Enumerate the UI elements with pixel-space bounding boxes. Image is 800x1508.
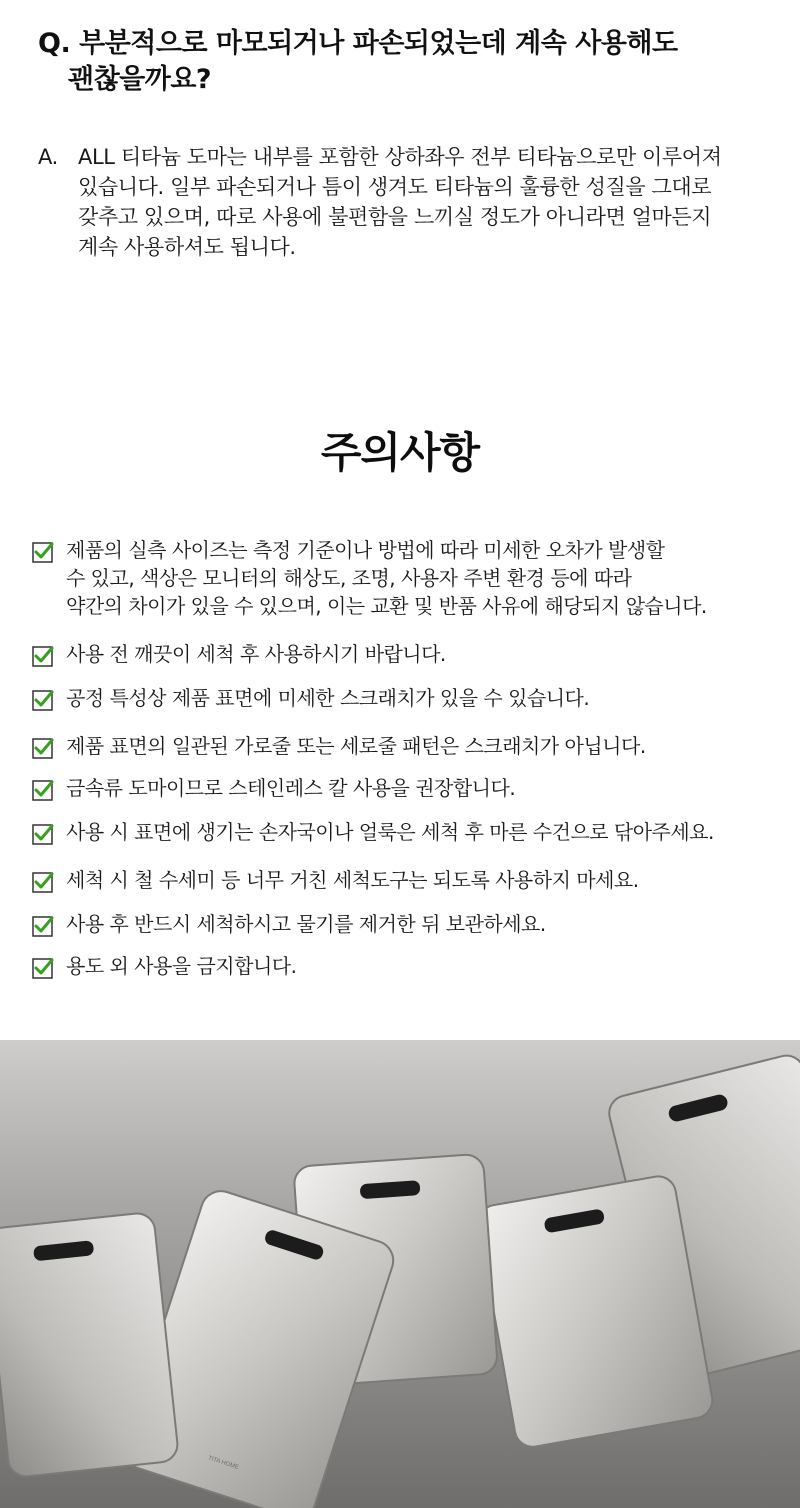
caution-text: 제품의 실측 사이즈는 측정 기준이나 방법에 따라 미세한 오차가 발생할	[66, 538, 665, 562]
caution-text: 사용 전 깨끗이 세척 후 사용하시기 바랍니다.	[66, 642, 446, 666]
answer-body	[78, 142, 778, 262]
caution-item	[30, 684, 800, 712]
caution-item	[30, 774, 800, 802]
checkbox-checked-icon	[32, 915, 54, 937]
caution-title: 주의사항	[320, 428, 480, 477]
board-4	[476, 1174, 716, 1450]
answer-line: 있습니다. 일부 파손되거나 틈이 생겨도 티타늄의 훌륭한 성질을 그대로	[78, 175, 712, 199]
answer-prefix: A.	[38, 145, 58, 169]
caution-text: 용도 외 사용을 금지합니다.	[66, 954, 297, 978]
caution-text: 약간의 차이가 있을 수 있으며, 이는 교환 및 반품 사유에 해당되지 않습니다.	[66, 594, 707, 618]
titanium-boards-image	[0, 1040, 800, 1508]
question-line-1: 부분적으로 마모되거나 파손되었는데 계속 사용해도	[79, 28, 678, 59]
question-line-2: 괜찮을까요?	[68, 64, 212, 95]
caution-item	[30, 536, 800, 620]
checkbox-checked-icon	[32, 541, 54, 563]
board-1	[0, 1212, 179, 1478]
caution-item	[30, 910, 800, 938]
checkbox-checked-icon	[32, 645, 54, 667]
faq-answer	[38, 142, 778, 262]
caution-text: 세척 시 철 수세미 등 너무 거친 세척도구는 되도록 사용하지 마세요.	[66, 868, 639, 892]
caution-item	[30, 866, 800, 894]
checkbox-checked-icon	[32, 737, 54, 759]
caution-text: 공정 특성상 제품 표면에 미세한 스크래치가 있을 수 있습니다.	[66, 686, 590, 710]
caution-text: 수 있고, 색상은 모니터의 해상도, 조명, 사용자 주변 환경 등에 따라	[66, 566, 632, 590]
checkbox-checked-icon	[32, 779, 54, 801]
faq-question	[38, 26, 778, 98]
caution-item	[30, 732, 800, 760]
caution-text: 사용 후 반드시 세척하시고 물기를 제거한 뒤 보관하세요.	[66, 912, 546, 936]
caution-text: 사용 시 표면에 생기는 손자국이나 얼룩은 세척 후 마른 수건으로 닦아주세요.	[66, 820, 714, 844]
checkbox-checked-icon	[32, 871, 54, 893]
checkbox-checked-icon	[32, 823, 54, 845]
board-mark: TITA HOME	[207, 1455, 240, 1471]
caution-text: 금속류 도마이므로 스테인레스 칼 사용을 권장합니다.	[66, 776, 516, 800]
caution-item	[30, 952, 800, 980]
question-prefix: Q.	[38, 28, 71, 59]
checkbox-checked-icon	[32, 957, 54, 979]
answer-line: 갖추고 있으며, 따로 사용에 불편함을 느끼실 정도가 아니라면 얼마든지	[78, 205, 712, 229]
answer-line: ALL 티타늄 도마는 내부를 포함한 상하좌우 전부 티타늄으로만 이루어져	[78, 145, 722, 169]
caution-text: 제품 표면의 일관된 가로줄 또는 세로줄 패턴은 스크래치가 아닙니다.	[66, 734, 646, 758]
answer-line: 계속 사용하셔도 됩니다.	[78, 235, 296, 259]
caution-item	[30, 640, 800, 668]
product-photo	[0, 1040, 800, 1508]
caution-item	[30, 818, 800, 846]
checkbox-checked-icon	[32, 689, 54, 711]
